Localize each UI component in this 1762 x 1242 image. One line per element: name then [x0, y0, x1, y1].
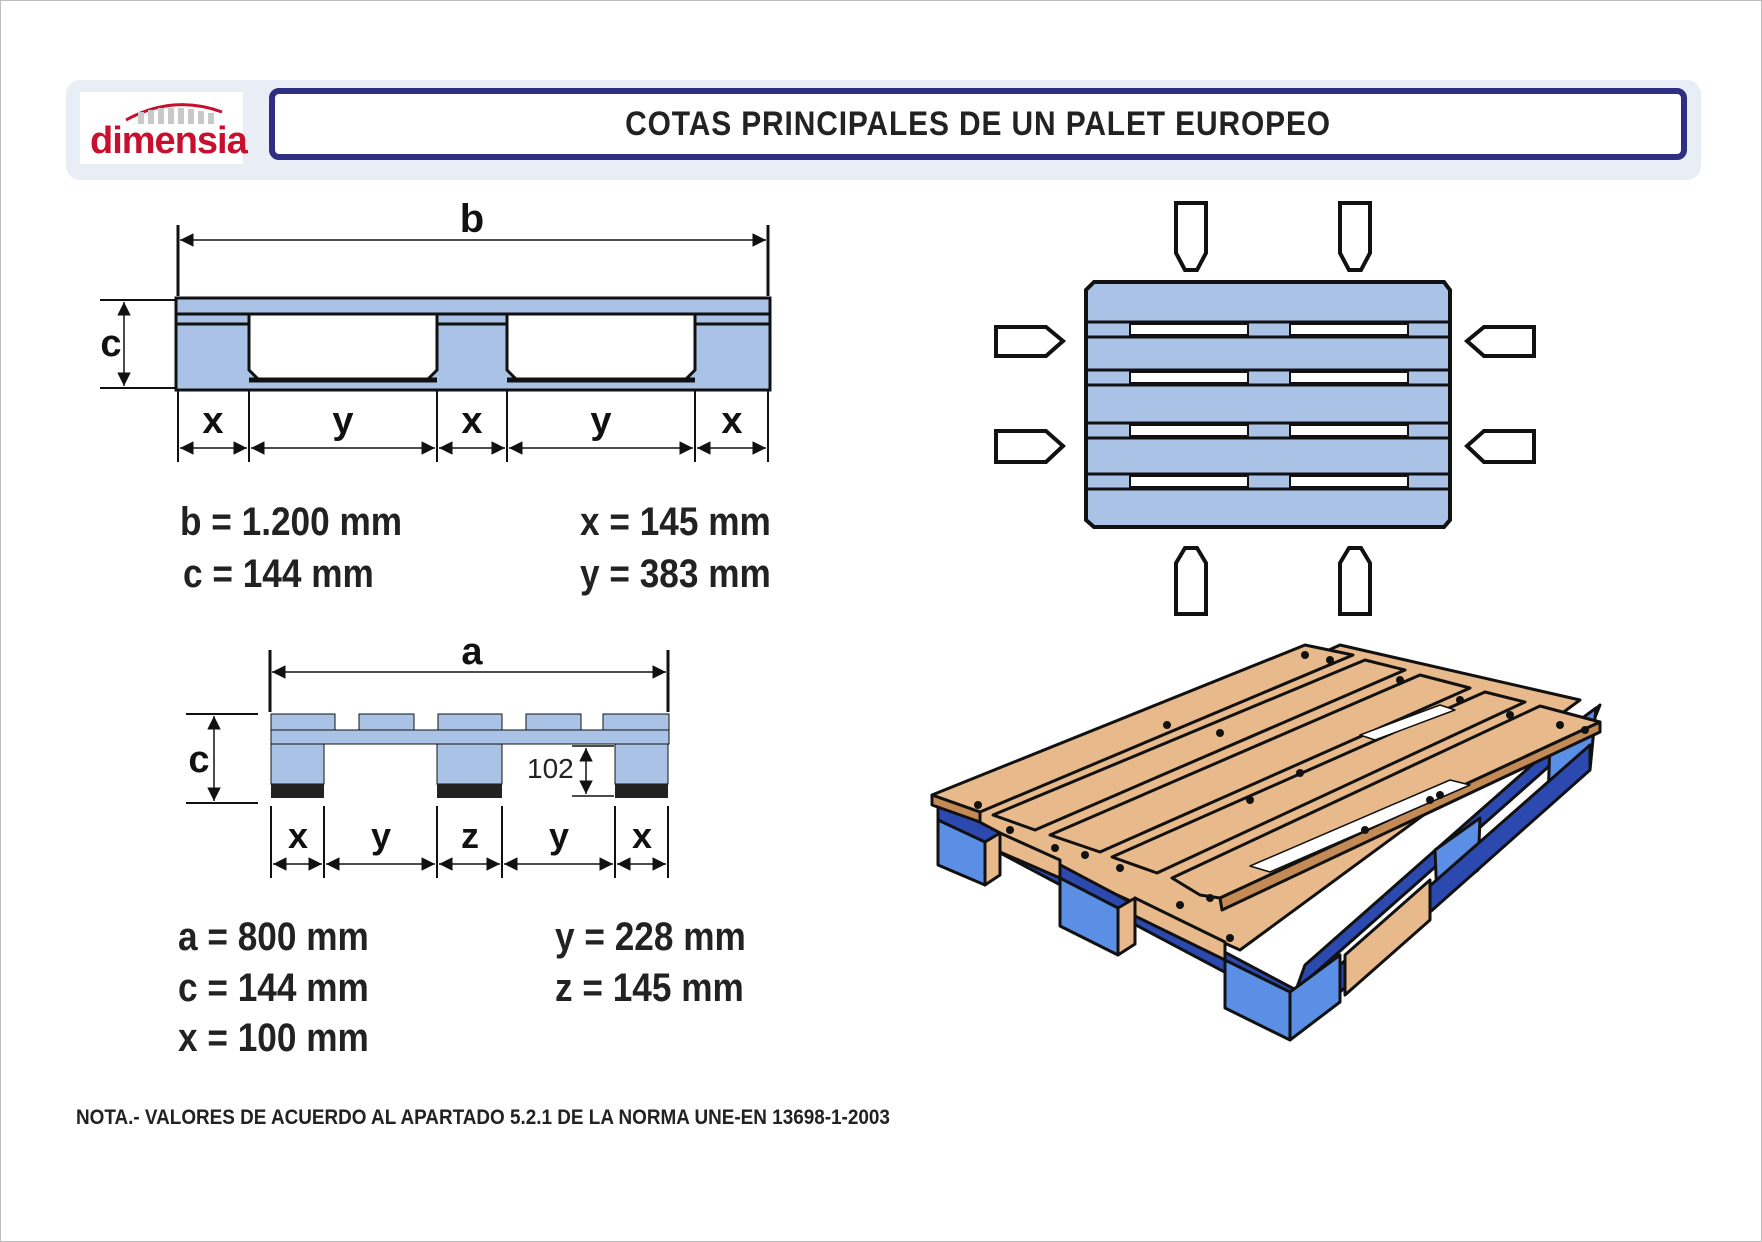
side-label-x3: x	[721, 400, 743, 442]
side-label-y2: y	[590, 400, 612, 442]
logo-text: dimensia	[90, 120, 247, 162]
end-view-drawing	[186, 650, 669, 878]
side-label-x1: x	[202, 400, 224, 442]
dim-end-z: z = 145 mm	[555, 966, 744, 1010]
side-label-c: c	[100, 323, 122, 365]
end-label-x2: x	[631, 815, 653, 856]
page-title: COTAS PRINCIPALES DE UN PALET EUROPEO	[625, 104, 1331, 143]
isometric-pallet-drawing	[932, 645, 1600, 1040]
top-view-drawing	[996, 203, 1534, 614]
end-label-102: 102	[527, 753, 574, 784]
dim-end-y: y = 228 mm	[555, 915, 746, 959]
end-label-z: z	[461, 815, 479, 856]
end-label-a: a	[461, 631, 483, 673]
side-label-b: b	[459, 197, 485, 241]
end-label-x1: x	[287, 815, 309, 856]
side-label-y1: y	[332, 400, 354, 442]
dim-side-x: x = 145 mm	[580, 500, 771, 544]
end-label-c: c	[188, 739, 210, 781]
dim-side-c: c = 144 mm	[183, 552, 374, 596]
end-label-y2: y	[548, 815, 570, 856]
norm-note: NOTA.- VALORES DE ACUERDO AL APARTADO 5.2.1 DE LA NORMA UNE-EN 13698-1-2003	[76, 1106, 890, 1129]
dim-end-x: x = 100 mm	[178, 1016, 369, 1060]
side-label-x2: x	[461, 400, 483, 442]
dim-side-b: b = 1.200 mm	[180, 500, 403, 544]
dim-end-c: c = 144 mm	[178, 966, 369, 1010]
dim-side-y: y = 383 mm	[580, 552, 771, 596]
dim-end-a: a = 800 mm	[178, 915, 369, 959]
end-label-y1: y	[370, 815, 392, 856]
side-view-drawing	[100, 225, 770, 462]
